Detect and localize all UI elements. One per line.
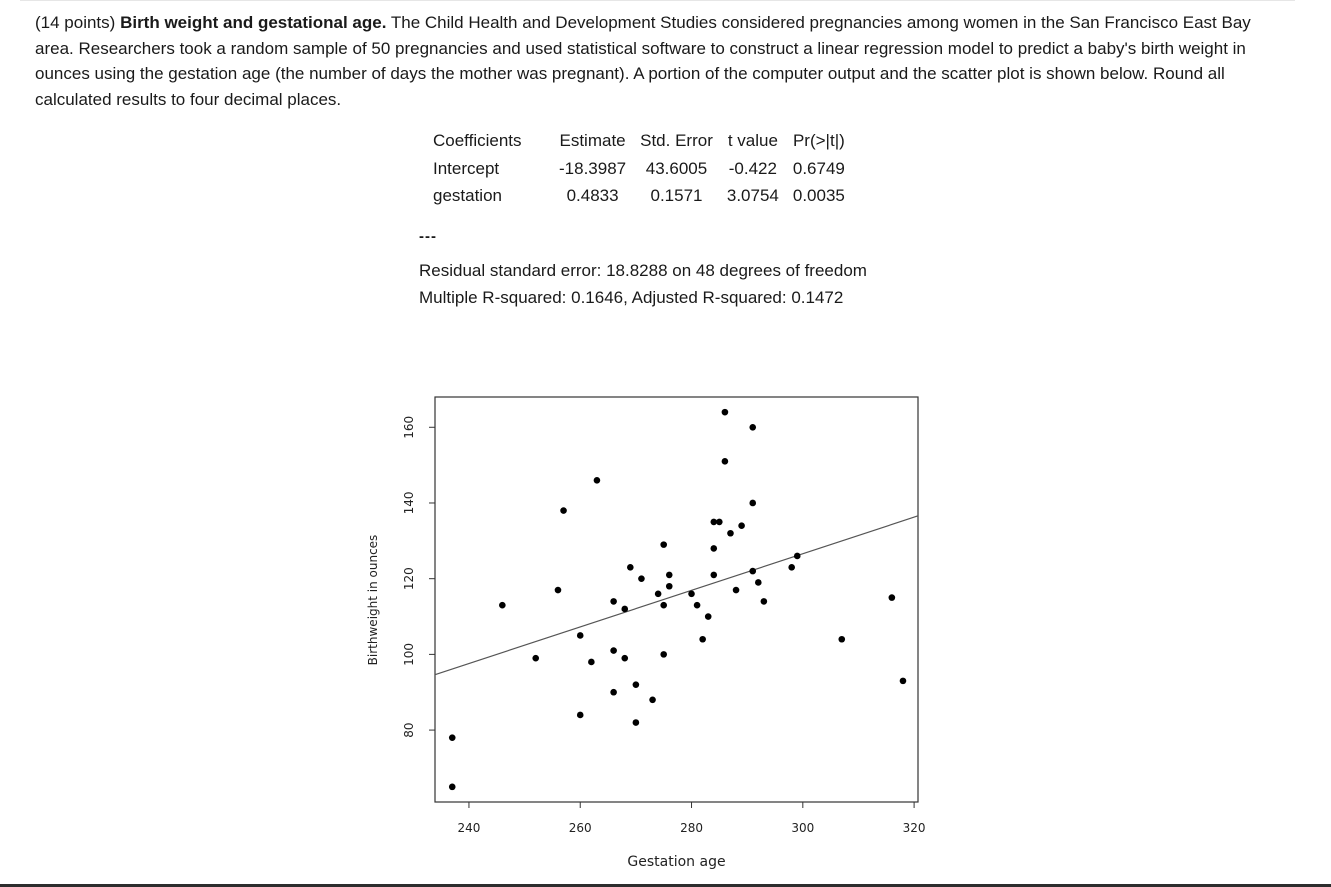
- data-point: [621, 606, 628, 613]
- data-point: [594, 477, 601, 484]
- question-title: Birth weight and gestational age.: [120, 13, 387, 32]
- output-separator: ---: [419, 228, 437, 245]
- table-cell: 3.0754: [726, 186, 779, 205]
- x-tick-label: 260: [568, 821, 592, 835]
- data-point: [699, 636, 706, 643]
- data-point: [755, 579, 762, 586]
- table-cell: Intercept: [433, 158, 500, 178]
- y-tick-label: 140: [402, 491, 416, 515]
- data-point: [749, 424, 756, 431]
- question-points: (14 points): [35, 13, 116, 32]
- data-point: [666, 583, 673, 590]
- data-point: [710, 572, 717, 579]
- data-point: [733, 587, 740, 594]
- regression-line: [435, 516, 918, 675]
- data-point: [716, 519, 723, 526]
- data-point: [655, 591, 662, 598]
- data-point: [588, 659, 595, 666]
- data-point: [710, 545, 717, 552]
- table-cell: -18.3987: [559, 158, 627, 178]
- table-cell: 0.4833: [566, 186, 619, 205]
- data-point: [610, 598, 617, 605]
- data-point: [738, 522, 745, 529]
- table-cell: 0.0035: [792, 186, 845, 205]
- table-cell: 0.1571: [650, 186, 703, 205]
- data-point: [761, 598, 768, 605]
- plot-frame: [435, 397, 918, 802]
- question-body: The Child Health and Development Studies considered pregnancies among women in the San Francisco East Bay area. Researchers took a random sample of 50 pregnancies and used statistical software to construct a linear regression model to predict a baby's birth weight in ounces using the gestation age (the number of days the mother was pregnant). A portion of the computer output and the scatter plot is shown below. Round all calculated results to four decimal places.: [35, 13, 1251, 109]
- data-point: [749, 500, 756, 507]
- table-header-cell: Coefficients: [433, 131, 522, 150]
- data-point: [660, 651, 667, 658]
- table-header-cell: Std. Error: [640, 131, 713, 150]
- table-cell: 0.6749: [792, 158, 845, 178]
- x-tick-label: 240: [457, 821, 481, 835]
- data-point: [633, 719, 640, 726]
- data-point: [722, 409, 729, 416]
- data-point: [694, 602, 701, 609]
- data-point: [688, 591, 695, 598]
- data-point: [449, 784, 456, 791]
- table-header-cell: Pr(>|t|): [792, 131, 845, 150]
- table-cell: gestation: [433, 186, 502, 205]
- data-point: [610, 647, 617, 654]
- data-point: [666, 572, 673, 579]
- table-cell: 43.6005: [645, 158, 708, 178]
- data-point: [660, 541, 667, 548]
- data-point: [627, 564, 634, 571]
- data-point: [555, 587, 562, 594]
- data-point: [621, 655, 628, 662]
- x-tick-label: 300: [791, 821, 815, 835]
- data-point: [794, 553, 801, 560]
- y-axis-label: Birthweight in ounces: [366, 534, 380, 666]
- data-points: [449, 409, 906, 790]
- data-point: [638, 575, 645, 582]
- residual-standard-error: Residual standard error: 18.8288 on 48 degrees of freedom: [419, 261, 867, 280]
- data-point: [900, 678, 907, 685]
- data-point: [532, 655, 539, 662]
- y-tick-label: 120: [402, 567, 416, 591]
- data-point: [499, 602, 506, 609]
- data-point: [577, 632, 584, 639]
- data-point: [577, 712, 584, 719]
- x-axis-label: Gestation age: [627, 854, 726, 870]
- data-point: [705, 613, 712, 620]
- axes: [402, 416, 926, 835]
- data-point: [660, 602, 667, 609]
- data-point: [749, 568, 756, 575]
- data-point: [633, 681, 640, 688]
- data-point: [838, 636, 845, 643]
- data-point: [610, 689, 617, 696]
- y-tick-label: 160: [402, 415, 416, 439]
- data-point: [560, 507, 567, 514]
- data-point: [788, 564, 795, 571]
- data-point: [649, 697, 656, 704]
- data-point: [727, 530, 734, 537]
- table-header-cell: Estimate: [559, 131, 626, 150]
- table-header-cell: t value: [727, 131, 778, 150]
- x-tick-label: 280: [680, 821, 703, 835]
- y-tick-label: 80: [402, 722, 416, 738]
- table-cell: -0.422: [728, 158, 777, 178]
- data-point: [889, 594, 896, 601]
- data-point: [722, 458, 729, 465]
- y-tick-label: 100: [402, 642, 416, 666]
- x-tick-label: 320: [902, 821, 926, 835]
- r-squared-summary: Multiple R-squared: 0.1646, Adjusted R-squared: 0.1472: [419, 288, 844, 307]
- data-point: [449, 734, 456, 741]
